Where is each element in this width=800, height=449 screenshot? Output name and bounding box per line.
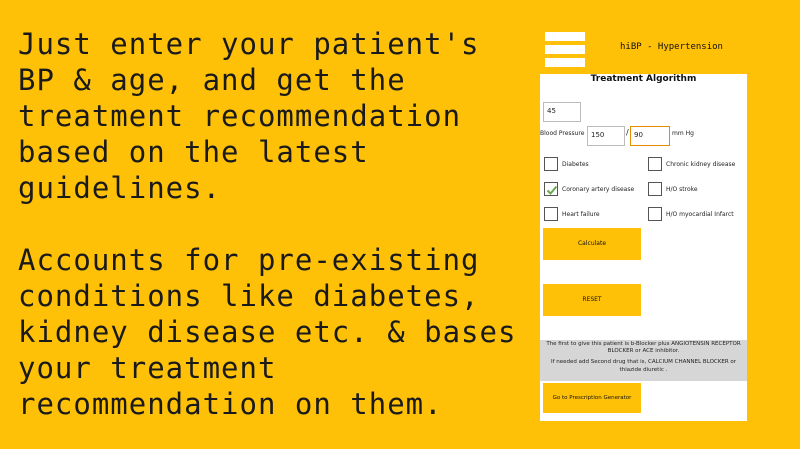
app-title: hiBP - Hypertension: [620, 42, 723, 52]
heart-failure-label: Heart failure: [562, 211, 600, 218]
heart-failure-checkbox[interactable]: [544, 207, 558, 221]
promo-paragraph-1: Just enter your patient's BP & age, and get the treatment recommendation based on the latest guidelines.: [18, 27, 480, 205]
stroke-history-checkbox[interactable]: [648, 182, 662, 196]
diabetes-label: Diabetes: [562, 161, 589, 168]
age-input[interactable]: 45: [543, 102, 581, 122]
app-bar: [540, 28, 747, 74]
myocardial-infarct-label: H/O myocardial Infarct: [666, 211, 734, 218]
blood-pressure-label: Blood Pressure: [540, 130, 585, 137]
coronary-artery-disease-label: Coronary artery disease: [562, 186, 635, 193]
coronary-artery-disease-checkbox[interactable]: [544, 182, 558, 196]
promo-text: [18, 26, 528, 422]
systolic-input[interactable]: 150: [587, 126, 625, 146]
diastolic-input[interactable]: 90: [630, 126, 670, 146]
unit-label: mm Hg: [672, 130, 694, 137]
recommendation-first-line: The first to give this patient is b-Blocker plus ANGIOTENSIN RECEPTOR BLOCKER or ACE inhibitor.: [546, 341, 741, 355]
stroke-history-label: H/O stroke: [666, 186, 698, 193]
recommendation-second-line: If needed add Second drug that is, CALCIUM CHANNEL BLOCKER or thiazide diuretic .: [550, 359, 737, 373]
chronic-kidney-disease-checkbox[interactable]: [648, 157, 662, 171]
hamburger-menu-icon[interactable]: [545, 32, 585, 70]
checkmark-icon: [545, 183, 559, 197]
chronic-kidney-disease-label: Chronic kidney disease: [666, 161, 736, 168]
recommendation-panel: [540, 340, 747, 381]
prescription-generator-button[interactable]: Go to Prescription Generator: [543, 383, 641, 413]
bp-separator: /: [626, 128, 629, 137]
diabetes-checkbox[interactable]: [544, 157, 558, 171]
promo-paragraph-2: Accounts for pre-existing conditions like diabetes, kidney disease etc. & bases your treatment recommendation on them.: [18, 243, 517, 421]
reset-button[interactable]: RESET: [543, 284, 641, 316]
page-title: Treatment Algorithm: [590, 74, 697, 84]
app-screen: [540, 28, 747, 421]
calculate-button[interactable]: Calculate: [543, 228, 641, 260]
myocardial-infarct-checkbox[interactable]: [648, 207, 662, 221]
